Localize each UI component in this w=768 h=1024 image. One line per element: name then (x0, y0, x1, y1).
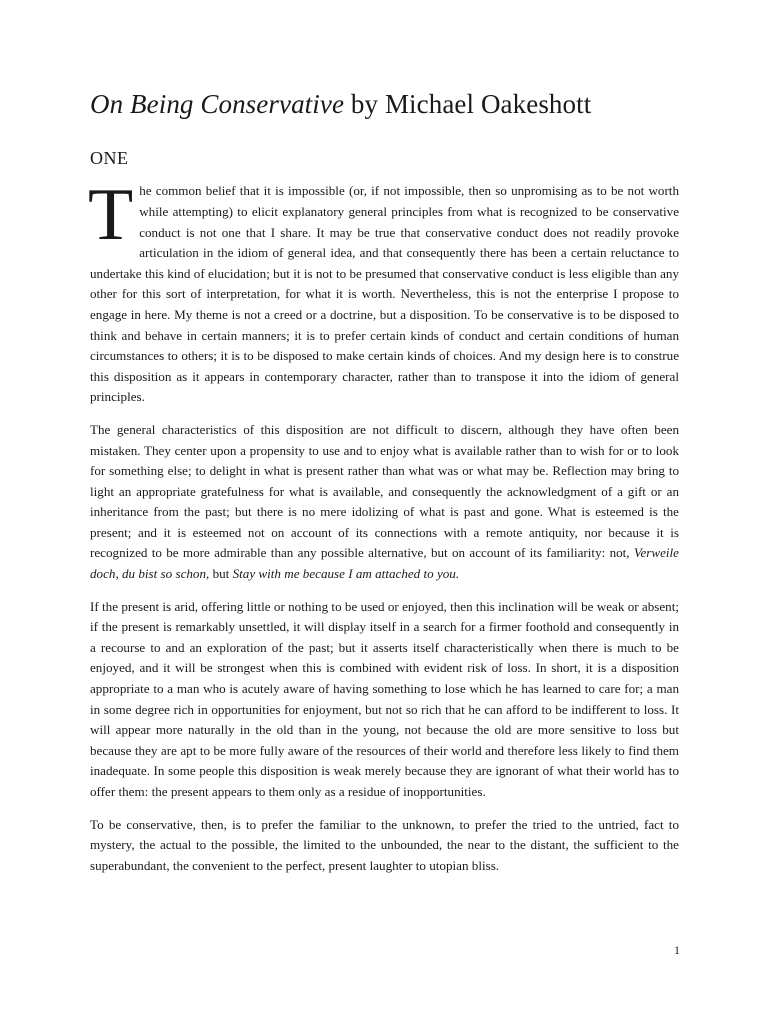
paragraph-2 (90, 420, 679, 585)
title-author: by Michael Oakeshott (344, 89, 592, 119)
paragraph-3: If the present is arid, offering little or nothing to be used or enjoyed, then this inclination will be weak or absent; if the present is remarkably unsettled, it will display itself in a search for a firmer foothold and consequently in a recourse to and an exploration of the past; but it asserts itself characteristically when there is much to be enjoyed, and it will be strongest when this is combined with evident risk of loss. In short, it is a disposition appropriate to a man who is acutely aware of having something to lose which he has learned to care for; a man in some degree rich in opportunities for enjoyment, but not so rich that he can afford to be indifferent to loss. It will appear more naturally in the old than in the young, not because the old are more sensitive to loss but because they are apt to be more fully aware of the resources of their world and therefore less likely to find them inadequate. In some people this disposition is weak merely because they are ignorant of what their world has to offer them: the present appears to them only as a residue of inopportunities. (90, 598, 679, 800)
document-title (90, 88, 679, 120)
drop-cap: T (88, 174, 134, 257)
page-number: 1 (674, 943, 680, 957)
paragraph-1 (88, 174, 679, 408)
paragraph-4: To be conservative, then, is to prefer the familiar to the unknown, to prefer the tried to the untried, fact to mystery, the actual to the possible, the limited to the unbounded, the near to the distant, the sufficient to the superabundant, the convenient to the perfect, present laughter to utopian bliss. (90, 816, 679, 873)
quote-english: Stay with me because I am attached to you. (232, 566, 460, 582)
title-italic: On Being Conservative (90, 89, 345, 119)
document-page (90, 88, 679, 888)
paragraph-2-between: , but (206, 566, 233, 582)
section-heading: ONE (90, 148, 129, 169)
quote-german: Verweile doch, du bist so schon (90, 545, 679, 582)
paragraph-2-text: The general characteristics of this disposition are not difficult to discern, although they have often been mistaken. They center upon a propensity to use and to enjoy what is available rather than to wish for or to look for something else; to delight in what is present rather than what was or what may be. Reflection may bring to light an appropriate gratefulness for what is available, and consequently the acknowledgment of a gift or an inheritance from the past; but there is no mere idolizing of what is past and gone. What is esteemed is the present; and it is esteemed not on account of its connections with a remote antiquity, nor because it is recognized to be more admirable than any possible alternative, but on account of its familiarity: not, (90, 421, 679, 561)
paragraph-1-text: he common belief that it is impossible (or, if not impossible, then so unpromising as to be not worth while attempting) to elicit explanatory general principles from what is recognized to be conservative conduct is not one that I share. It may be true that conservative conduct does not readily provoke articulation in the idiom of general idea, and that consequently there has been a certain reluctance to undertake this kind of elucidation; but it is not to be presumed that conservative conduct is less eligible than any other for this sort of interpretation, for what it is worth. Nevertheless, this is not the enterprise I propose to engage in here. My theme is not a creed or a doctrine, but a disposition. To be conservative is to be disposed to think and behave in certain manners; it is to prefer certain kinds of conduct and certain conditions of human circumstances to others; it is to be disposed to make certain kinds of choices. And my design here is to construe this disposition as it appears in contemporary character, rather than to transpose it into the idiom of general principles. (90, 183, 679, 405)
